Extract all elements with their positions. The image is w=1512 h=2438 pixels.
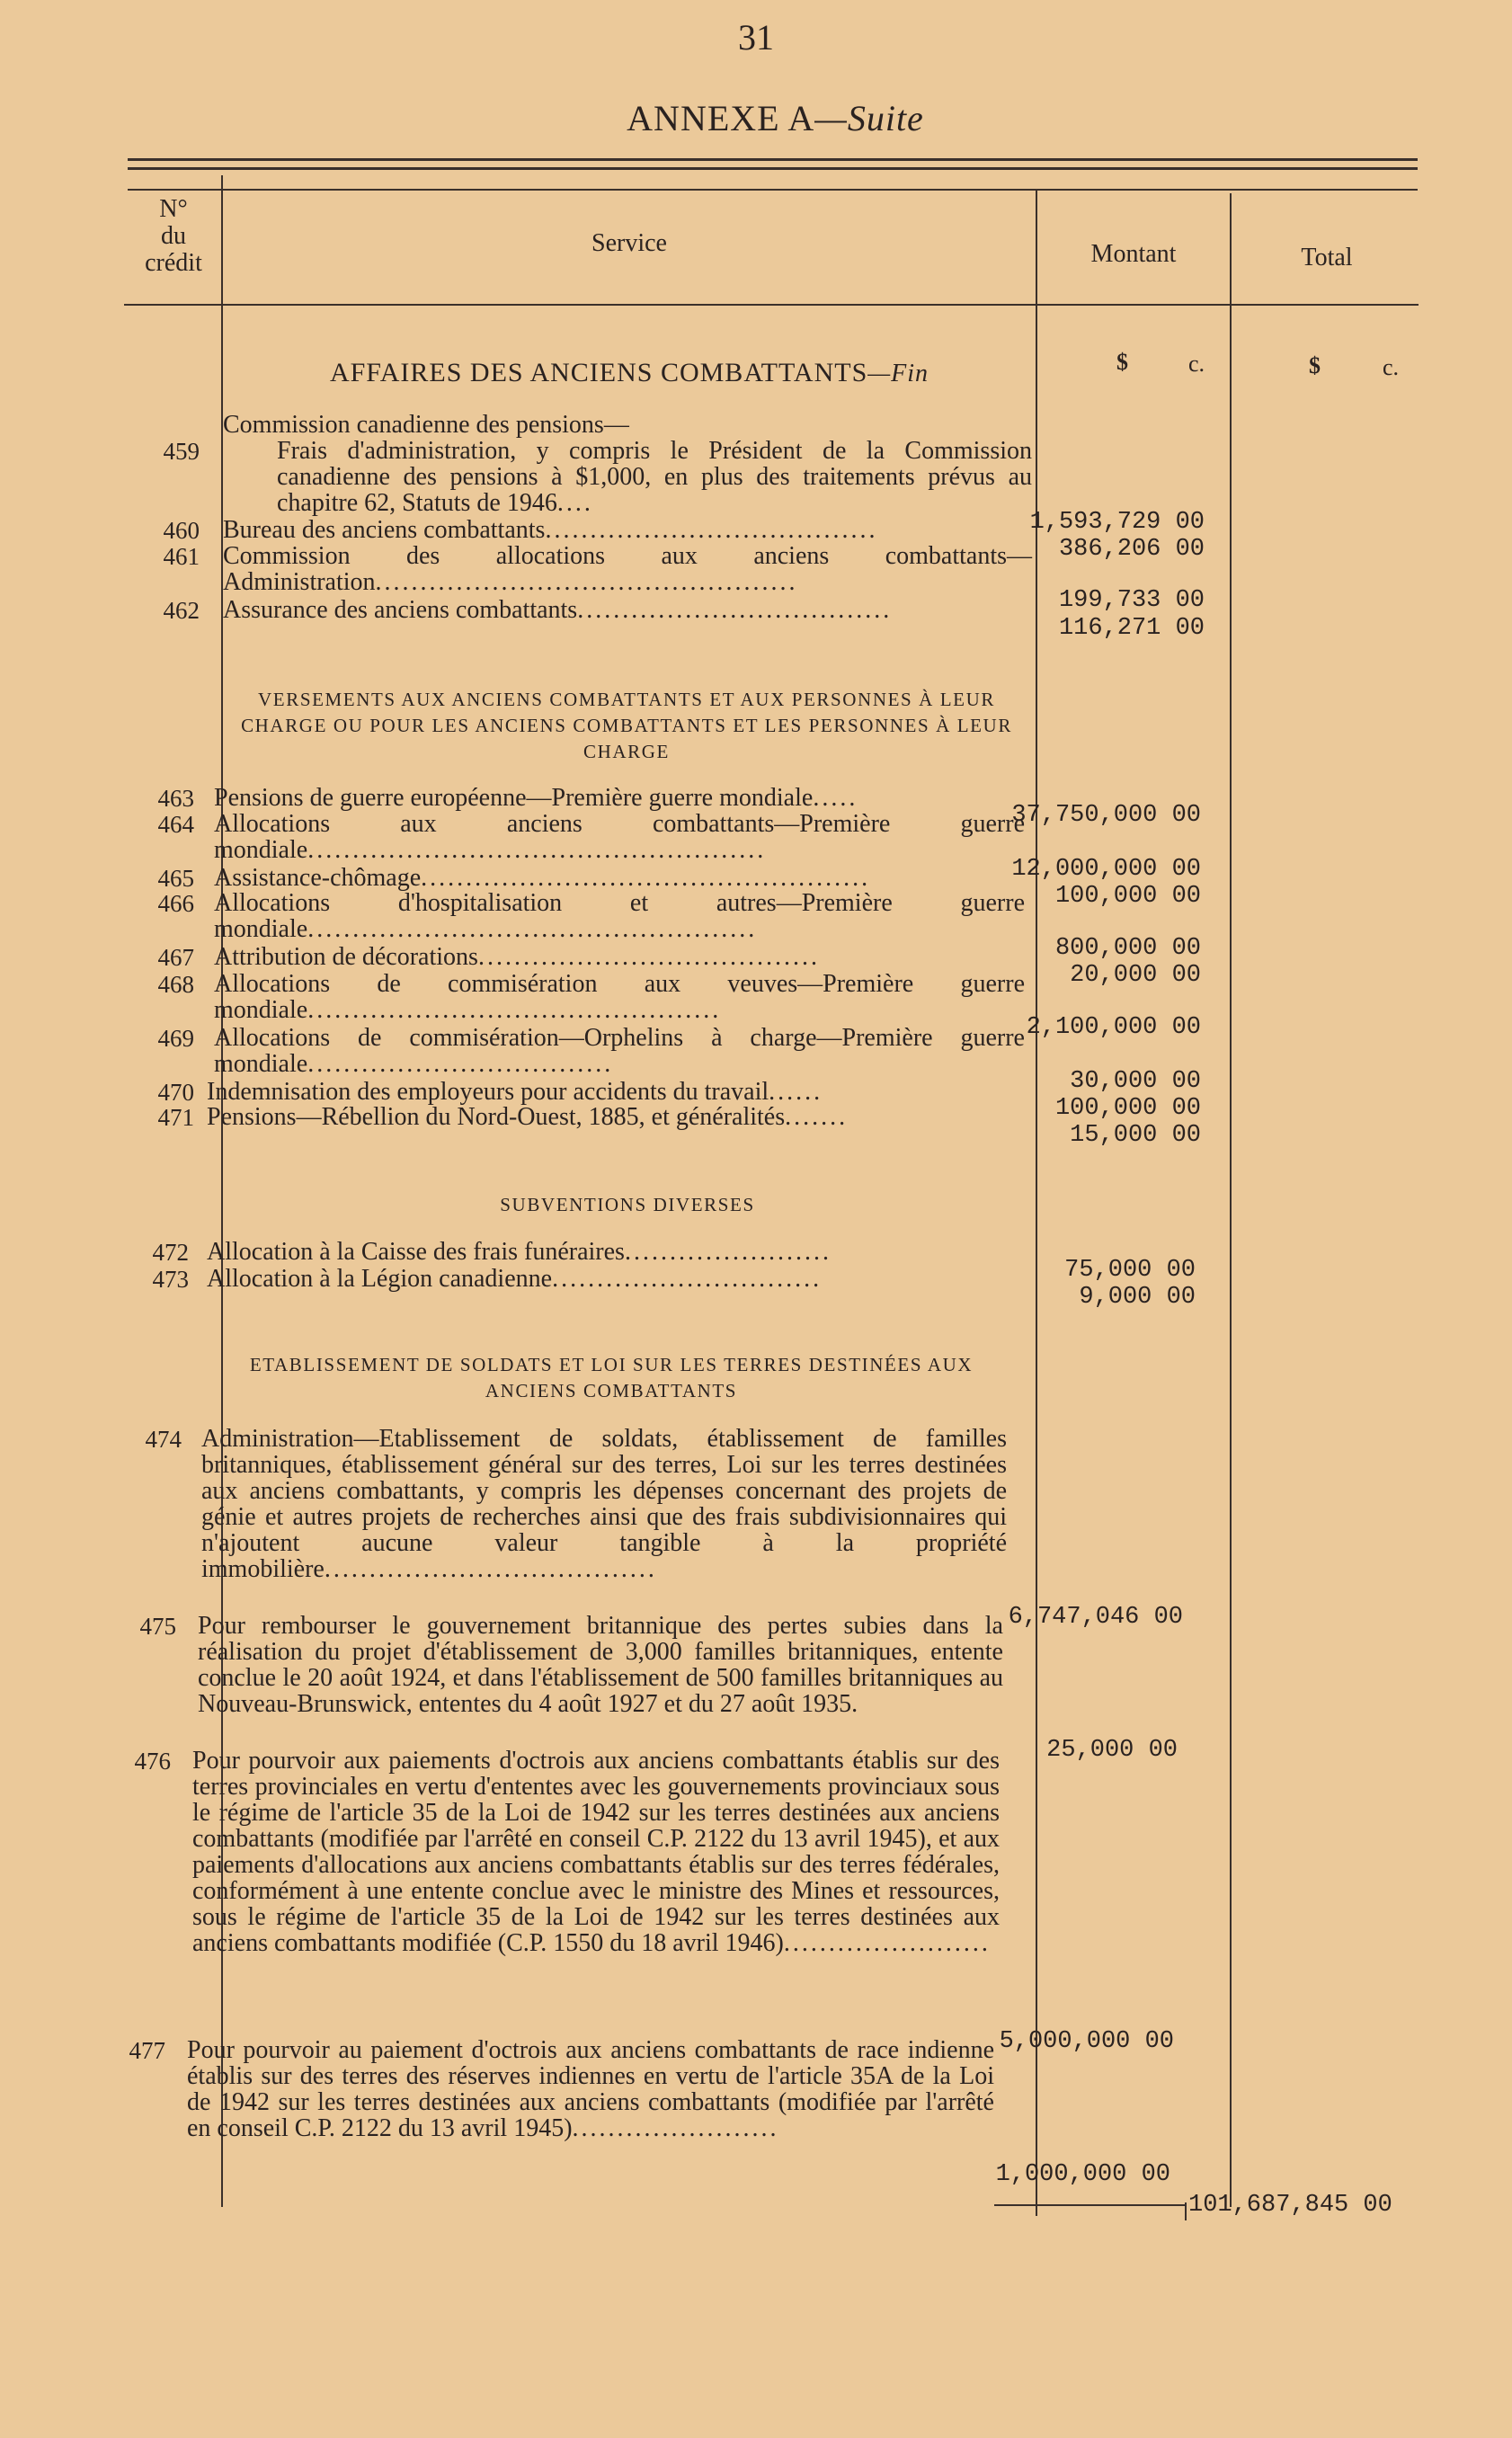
section-title-versements: VERSEMENTS AUX ANCIENS COMBATTANTS ET AUX PERSONNES À LEUR CHARGE OU POUR LES ANCIENS COMBATTANTS ET LES PERSONNES À LEUR CHARGE <box>241 689 1012 762</box>
item-description: Allocation à la Légion canadienne.............................. <box>207 1265 823 1293</box>
credit-number: 463 <box>157 785 194 812</box>
item-description: Allocations aux anciens combattants—Première guerre mondiale................................................... <box>214 810 1025 864</box>
item-description: Allocation à la Caisse des frais funéraires....................... <box>207 1238 832 1266</box>
section-title-etablissement: ETABLISSEMENT DE SOLDATS ET LOI SUR LES TERRES DESTINÉES AUX ANCIENS COMBATTANTS <box>249 1354 974 1401</box>
item-text: Bureau des anciens combattants <box>223 516 546 544</box>
credit-number: 468 <box>157 971 194 998</box>
item-text: Commission des allocations aux anciens combattants—Administration <box>223 542 1032 596</box>
credit-number: 477 <box>129 2037 165 2064</box>
item-text: Pensions—Rébellion du Nord-Ouest, 1885, et généralités <box>207 1103 786 1131</box>
annex-title <box>0 97 1512 139</box>
item-description: Indemnisation des employeurs pour accidents du travail...... <box>207 1078 823 1106</box>
page-number: 31 <box>738 17 774 58</box>
item-text: Allocations de commisération aux veuves—Première guerre mondiale <box>214 970 1025 1024</box>
total-dollar-mark: $ <box>1309 352 1321 378</box>
credit-number: 466 <box>157 890 194 917</box>
item-description: Allocations d'hospitalisation et autres—Première guerre mondiale.................................................. <box>214 889 1025 943</box>
total-underline <box>994 2204 1187 2206</box>
header-credit <box>124 196 223 277</box>
item-amount: 37,750,000 00 <box>1011 802 1201 829</box>
item-description: Bureau des anciens combattants..................................... <box>223 516 878 544</box>
annex-title-main: ANNEXE A <box>627 98 815 138</box>
item-description: Pensions de guerre européenne—Première guerre mondiale..... <box>214 784 858 812</box>
item-text: Allocation à la Caisse des frais funéraires <box>207 1238 625 1266</box>
montant-dollar-mark: $ <box>1116 349 1128 375</box>
col-rule-montant-right <box>1230 193 1232 2207</box>
item-text: Attribution de décorations <box>214 943 478 971</box>
item-description: Pensions—Rébellion du Nord-Ouest, 1885, et généralités....... <box>207 1103 849 1131</box>
item-text: Administration—Etablissement de soldats, établissement de familles britanniques, établissement général sur des terres, Loi sur les terres destinées aux anciens combattants, y compris les dépenses concernant des projets de génie et autres projets de recherches ainsi que des frais subdivisionnaires qui n'ajoutent aucune valeur tangible à la propriété immobilière <box>201 1425 1007 1583</box>
col-rule-service-left <box>1036 189 1037 2216</box>
item-amount: 75,000 00 <box>1064 1257 1196 1284</box>
item-description: Attribution de décorations...................................... <box>214 943 820 971</box>
section-title-affaires-main: AFFAIRES DES ANCIENS COMBATTANTS <box>329 358 868 387</box>
item-text: Pour pourvoir au paiement d'octrois aux anciens combattants de race indienne établis sur des terres des réserves indiennes en vertu de l'article 35A de la Loi de 1942 sur les terres destinées aux anciens combattants (modifiée par l'arrêté en conseil C.P. 2122 du 13 avril 1945) <box>187 2036 994 2142</box>
item-amount: 199,733 00 <box>1058 587 1205 614</box>
item-amount: 6,747,046 00 <box>1008 1604 1183 1631</box>
item-amount: 100,000 00 <box>1054 883 1201 910</box>
credit-number: 464 <box>157 811 194 838</box>
item-amount: 20,000 00 <box>1070 962 1201 989</box>
subheading-commission-pensions: Commission canadienne des pensions— <box>223 411 629 439</box>
item-description: Allocations de commisération—Orphelins à charge—Première guerre mondiale.................................. <box>214 1024 1025 1078</box>
item-description <box>198 1613 1003 1717</box>
header-credit-line3: crédit <box>145 249 202 277</box>
item-text: Allocations de commisération—Orphelins à charge—Première guerre mondiale <box>214 1024 1025 1078</box>
item-amount: 25,000 00 <box>1046 1737 1178 1764</box>
section-title-subventions: SUBVENTIONS DIVERSES <box>500 1194 755 1215</box>
item-amount: 100,000 00 <box>1054 1095 1201 1122</box>
item-text: Pour pourvoir aux paiements d'octrois aux anciens combattants établis sur des terres provinciales en vertu d'ententes avec les gouvernements provinciaux sous le régime de l'article 35 de la Loi de 1942 sur les terres destinées aux anciens combattants (modifiée par l'arrêté en conseil C.P. 2122 du 13 avril 1945), et aux paiements d'allocations aux anciens combattants établis sur des terres fédérales, conformément à une entente conclue avec le ministre des Mines et ressources, sous le régime de l'article 35 de la Loi de 1942 sur les terres destinées aux anciens combattants modifiée (C.P. 1550 du 18 avril 1946) <box>192 1747 1000 1957</box>
item-text: Indemnisation des employeurs pour accidents du travail <box>207 1078 769 1106</box>
top-rule-1 <box>128 158 1418 161</box>
section-title-affaires-suffix: —Fin <box>867 360 929 387</box>
item-text: Allocations d'hospitalisation et autres—Première guerre mondiale <box>214 889 1025 943</box>
item-description: Commission des allocations aux anciens combattants—Administration............................................... <box>223 542 1032 596</box>
item-amount: 9,000 00 <box>1079 1284 1196 1311</box>
item-amount: 1,000,000 00 <box>995 2161 1170 2188</box>
item-description: Administration—Etablissement de soldats, établissement de familles britanniques, établissement général sur des terres, Loi sur les terres destinées aux anciens combattants, y compris les dépenses concernant des projets de génie et autres projets de recherches ainsi que des frais subdivisionnaires qui n'ajoutent aucune valeur tangible à la propriété immobilière..................................... <box>201 1425 1007 1583</box>
credit-number: 470 <box>157 1079 194 1106</box>
item-text: Frais d'administration, y compris le Président de la Commission canadienne des pensions à $1,000, en plus des traitements prévus au chapitre 62, Statuts de 1946 <box>277 437 1032 517</box>
header-service: Service <box>591 229 667 257</box>
item-description: Allocations de commisération aux veuves—Première guerre mondiale.............................................. <box>214 970 1025 1024</box>
item-amount: 5,000,000 00 <box>999 2028 1174 2055</box>
montant-cents-mark: c. <box>1188 351 1205 377</box>
item-description: Frais d'administration, y compris le Président de la Commission canadienne des pensions à $1,000, en plus des traitements prévus au chapitre 62, Statuts de 1946.... <box>277 437 1032 517</box>
credit-number: 471 <box>157 1104 194 1131</box>
item-text: Allocation à la Légion canadienne <box>207 1265 553 1293</box>
header-credit-line2: du <box>161 222 186 250</box>
credit-number: 474 <box>145 1426 182 1453</box>
item-amount: 800,000 00 <box>1054 935 1201 962</box>
item-amount: 116,271 00 <box>1058 615 1205 642</box>
credit-number: 461 <box>163 543 200 570</box>
header-bottom-rule <box>124 304 1419 306</box>
item-text: Pensions de guerre européenne—Première guerre mondiale <box>214 784 814 812</box>
credit-number: 459 <box>163 438 200 465</box>
item-text: Allocations aux anciens combattants—Première guerre mondiale <box>214 810 1025 864</box>
header-total: Total <box>1301 244 1353 271</box>
grand-total: 101,687,845 00 <box>1188 2192 1392 2219</box>
item-text: Assistance-chômage <box>214 864 422 892</box>
section-title-affaires <box>223 360 1036 387</box>
credit-number: 475 <box>139 1613 176 1640</box>
total-cents-mark: c. <box>1383 354 1400 380</box>
item-amount: 1,593,729 00 <box>1029 509 1205 536</box>
credit-number: 476 <box>134 1748 171 1775</box>
item-amount: 30,000 00 <box>1070 1068 1201 1095</box>
credit-number: 465 <box>157 865 194 892</box>
item-description: Assistance-chômage.................................................. <box>214 864 871 892</box>
credit-number: 472 <box>152 1239 189 1266</box>
top-rule-2 <box>128 167 1418 170</box>
item-amount: 2,100,000 00 <box>1026 1014 1201 1041</box>
item-description: Pour pourvoir au paiement d'octrois aux anciens combattants de race indienne établis sur des terres des réserves indiennes en vertu de l'article 35A de la Loi de 1942 sur les terres destinées aux anciens combattants (modifiée par l'arrêté en conseil C.P. 2122 du 13 avril 1945)....................... <box>187 2036 994 2142</box>
item-amount: 386,206 00 <box>1058 536 1205 563</box>
credit-number: 462 <box>163 597 200 624</box>
top-rule-3 <box>128 189 1418 191</box>
header-montant: Montant <box>1090 240 1177 268</box>
credit-number: 467 <box>157 944 194 971</box>
credit-number: 460 <box>163 517 200 544</box>
item-text: Pour rembourser le gouvernement britannique des pertes subies dans la réalisation du projet d'établissement de 3,000 familles britanniques, entente conclue le 20 août 1924, et dans l'établissement de 500 familles britanniques au Nouveau-Brunswick, ententes du 4 août 1927 et du 27 août 1935. <box>198 1612 1003 1718</box>
item-amount: 15,000 00 <box>1070 1122 1201 1149</box>
credit-number: 473 <box>152 1266 189 1293</box>
item-description: Assurance des anciens combattants................................... <box>223 596 893 624</box>
header-credit-line1: N° <box>159 195 188 223</box>
item-description: Pour pourvoir aux paiements d'octrois aux anciens combattants établis sur des terres provinciales en vertu d'ententes avec les gouvernements provinciaux sous le régime de l'article 35 de la Loi de 1942 sur les terres destinées aux anciens combattants (modifiée par l'arrêté en conseil C.P. 2122 du 13 avril 1945), et aux paiements d'allocations aux anciens combattants établis sur des terres fédérales, conformément à une entente conclue avec le ministre des Mines et ressources, sous le régime de l'article 35 de la Loi de 1942 sur les terres destinées aux anciens combattants modifiée (C.P. 1550 du 18 avril 1946)....................... <box>192 1747 1000 1957</box>
annex-title-suffix: —Suite <box>814 98 924 138</box>
item-text: Assurance des anciens combattants <box>223 596 578 624</box>
item-amount: 12,000,000 00 <box>1011 856 1201 883</box>
credit-number: 469 <box>157 1025 194 1052</box>
